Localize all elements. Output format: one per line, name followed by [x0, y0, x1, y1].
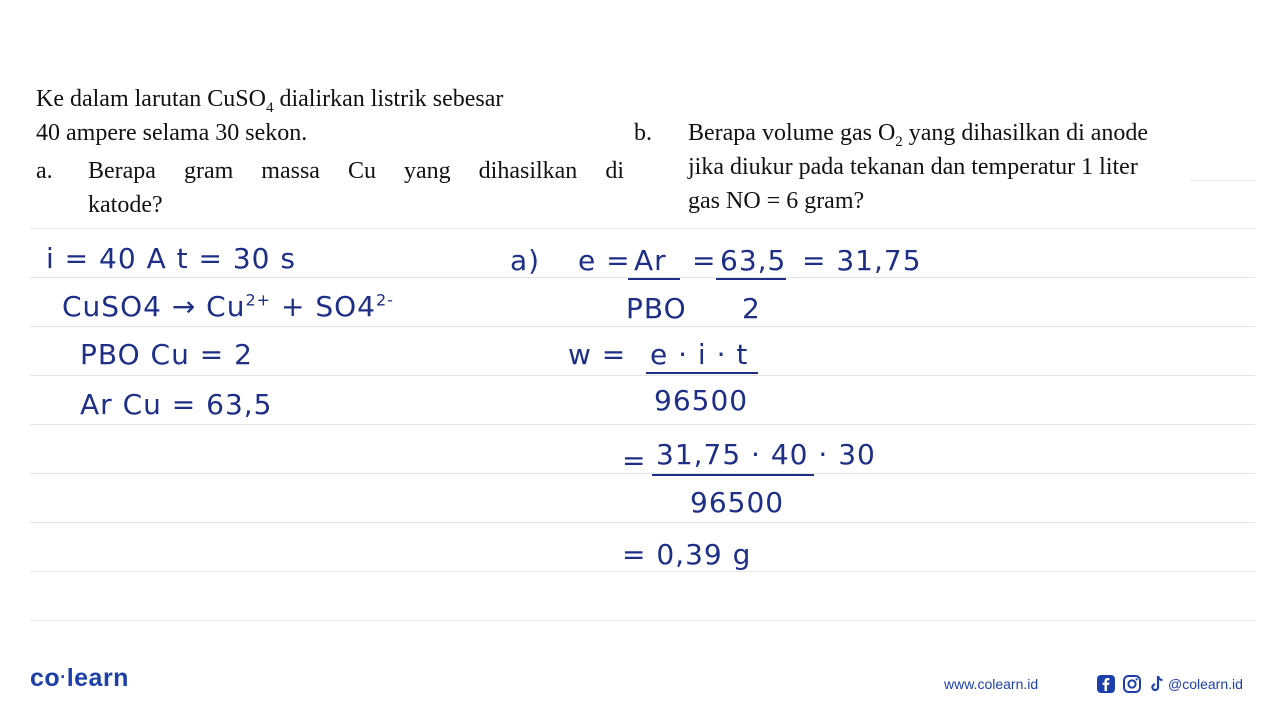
intro-subscript: 4: [265, 99, 274, 116]
part-b-text: Berapa volume gas O: [688, 120, 896, 146]
part-b-text-post: yang dihasilkan di anode: [902, 120, 1149, 146]
e-result: = 31,75: [802, 244, 922, 277]
part-a-line2: katode?: [88, 192, 163, 218]
fraction-bar: [628, 278, 680, 280]
so4-charge: 2-: [375, 290, 394, 310]
logo-co: co: [30, 664, 61, 692]
social-handle[interactable]: @colearn.id: [1168, 676, 1243, 692]
logo-learn: learn: [66, 664, 129, 692]
part-a-line1: Berapa gram massa Cu yang dihasilkan di: [88, 158, 624, 184]
w-final-result: = 0,39 g: [622, 538, 752, 571]
question-intro-line1: [36, 82, 503, 116]
part-a-label: a.: [36, 158, 53, 184]
part-b-subscript: 2: [895, 133, 903, 150]
ruled-line: [30, 326, 1255, 327]
fraction-bar: [652, 474, 814, 476]
given-pbo: PBO Cu = 2: [80, 338, 253, 371]
fraction-bar: [716, 278, 786, 280]
ruled-line: [30, 228, 1255, 229]
e-numerator-value: 63,5: [720, 244, 787, 277]
e-lhs: e =: [578, 244, 631, 277]
tiktok-icon[interactable]: [1148, 674, 1166, 694]
given-current-time: i = 40 A t = 30 s: [46, 242, 296, 275]
facebook-icon[interactable]: [1096, 674, 1116, 694]
w2-equals: =: [622, 444, 647, 477]
e-denominator-value: 2: [742, 292, 761, 325]
cu-charge: 2+: [245, 290, 272, 310]
part-b-label: b.: [634, 120, 652, 146]
w2-numerator: 31,75 · 40 · 30: [656, 438, 876, 471]
ruled-line: [30, 620, 1255, 621]
w-lhs: w =: [568, 338, 627, 371]
fraction-bar: [646, 372, 758, 374]
w2-denominator: 96500: [690, 486, 785, 519]
question-intro-line2: 40 ampere selama 30 sekon.: [36, 120, 308, 146]
w-numerator: e · i · t: [650, 338, 749, 371]
e-equals: =: [692, 244, 717, 277]
w-denominator: 96500: [654, 384, 749, 417]
ruled-line: [30, 375, 1255, 376]
ruled-line: [30, 522, 1255, 523]
colearn-logo: [30, 664, 129, 693]
intro-text: Ke dalam larutan CuSO: [36, 86, 266, 112]
solution-label: a): [510, 244, 541, 277]
ruled-line: [30, 424, 1255, 425]
ruled-line: [1190, 180, 1255, 181]
given-ar: Ar Cu = 63,5: [80, 388, 273, 421]
instagram-icon[interactable]: [1122, 674, 1142, 694]
dissociation-right: + SO4: [271, 290, 376, 323]
logo-dot: ·: [60, 667, 67, 687]
part-b-line3: gas NO = 6 gram?: [688, 188, 865, 214]
part-b-line1: [688, 116, 1148, 150]
footer-url[interactable]: www.colearn.id: [944, 676, 1039, 692]
part-b-line2: jika diukur pada tekanan dan temperatur 1 liter: [688, 154, 1138, 180]
dissociation-left: CuSO4 → Cu: [62, 290, 246, 323]
e-numerator: Ar: [634, 244, 667, 277]
e-denominator: PBO: [626, 292, 687, 325]
intro-text-post: dialirkan listrik sebesar: [273, 86, 504, 112]
given-dissociation: [62, 290, 394, 324]
